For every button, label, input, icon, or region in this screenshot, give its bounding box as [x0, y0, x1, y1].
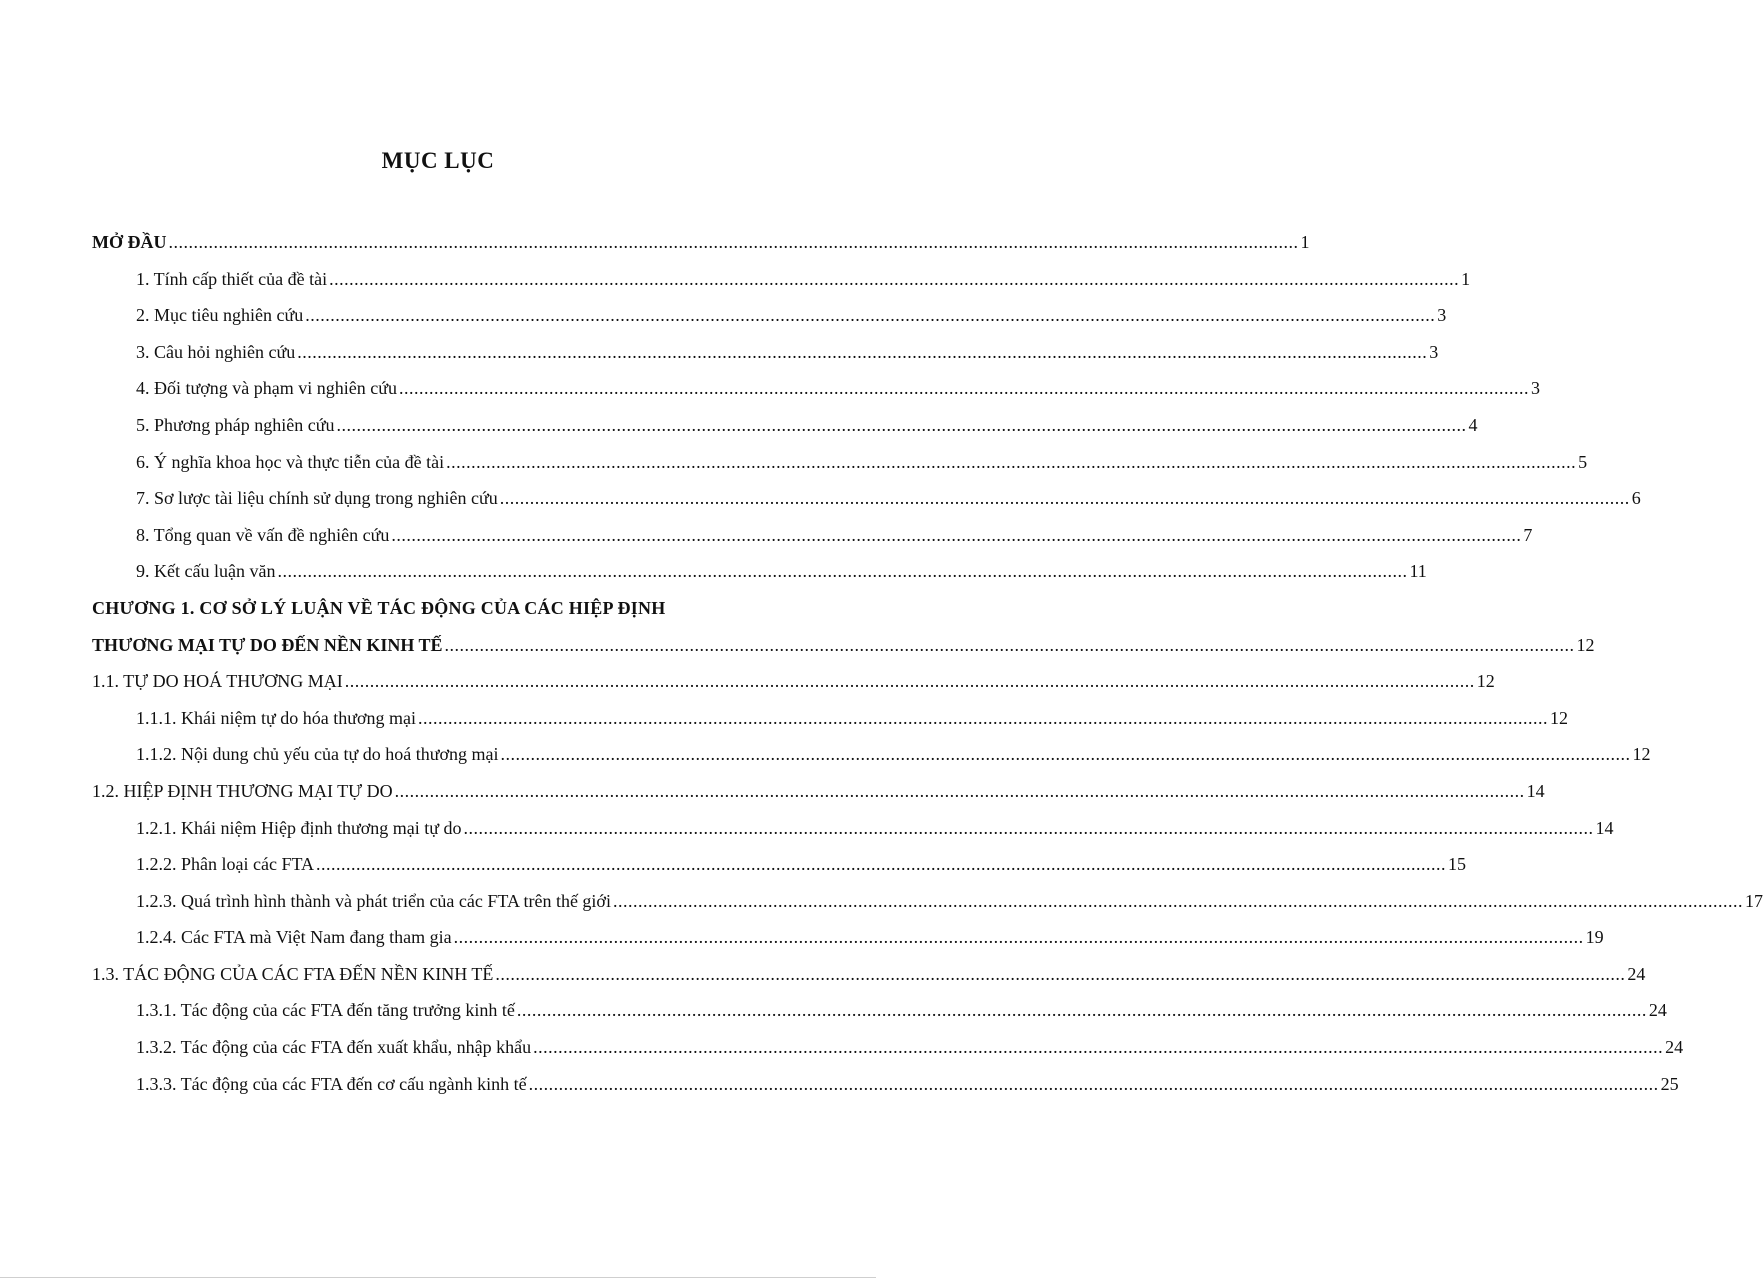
toc-dot-leader: ..................................................................................................................................................................................................................................	[444, 634, 1575, 655]
toc-page-number: 24	[1665, 1037, 1684, 1058]
page-bottom-edge	[0, 1277, 876, 1278]
toc-entry	[92, 480, 1641, 517]
toc-page-number: 14	[1595, 817, 1614, 838]
toc-entry	[92, 297, 1447, 334]
toc-page-number: 4	[1468, 414, 1478, 435]
toc-dot-leader: ..................................................................................................................................................................................................................................	[297, 341, 1428, 362]
toc-page-number: 17	[1744, 890, 1763, 911]
toc-entry	[92, 1066, 1679, 1103]
toc-dot-leader: ..................................................................................................................................................................................................................................	[277, 561, 1408, 582]
toc-entry-label: 1.2.1. Khái niệm Hiệp định thương mại tự do	[136, 817, 462, 838]
table-of-contents	[92, 224, 1763, 1102]
toc-dot-leader: ..................................................................................................................................................................................................................................	[499, 488, 1630, 509]
toc-page-number: 15	[1448, 854, 1467, 875]
toc-page-number: 12	[1550, 707, 1568, 728]
toc-dot-leader: ..................................................................................................................................................................................................................................	[453, 927, 1584, 948]
toc-entry	[92, 773, 1545, 810]
toc-entry	[92, 883, 1763, 920]
toc-page-number: 19	[1585, 927, 1604, 948]
toc-entry-label: 1.1.2. Nội dung chủ yếu của tự do hoá thương mại	[136, 744, 499, 765]
toc-entry-label: 7. Sơ lược tài liệu chính sử dụng trong nghiên cứu	[136, 488, 498, 509]
toc-page-number: 12	[1476, 671, 1495, 692]
toc-dot-leader: ..................................................................................................................................................................................................................................	[500, 744, 1631, 765]
toc-entry-label: 1.2.3. Quá trình hình thành và phát triển của các FTA trên thế giới	[136, 890, 611, 911]
toc-dot-leader: ..................................................................................................................................................................................................................................	[528, 1073, 1659, 1094]
toc-entry	[92, 810, 1614, 847]
toc-entry-label: 3. Câu hỏi nghiên cứu	[136, 341, 296, 362]
toc-entry-label: 1.2.2. Phân loại các FTA	[136, 854, 315, 875]
toc-entry	[92, 846, 1467, 883]
toc-entry-label: 1.2. HIỆP ĐỊNH THƯƠNG MẠI TỰ DO	[92, 780, 393, 801]
toc-dot-leader: ..................................................................................................................................................................................................................................	[463, 817, 1594, 838]
toc-page-number: 5	[1578, 451, 1588, 472]
toc-dot-leader: ..................................................................................................................................................................................................................................	[418, 707, 1548, 728]
toc-page-number: 12	[1632, 744, 1651, 765]
toc-dot-leader: ..................................................................................................................................................................................................................................	[305, 305, 1436, 326]
toc-dot-leader: ..................................................................................................................................................................................................................................	[446, 451, 1577, 472]
toc-entry	[92, 407, 1478, 444]
toc-entry	[92, 663, 1495, 700]
toc-page-number: 6	[1631, 488, 1641, 509]
toc-entry-label: 9. Kết cấu luận văn	[136, 561, 276, 582]
toc-entry	[92, 334, 1439, 371]
toc-page-number: 3	[1429, 341, 1439, 362]
toc-dot-leader: ..................................................................................................................................................................................................................................	[516, 1000, 1647, 1021]
toc-page-number: 25	[1660, 1073, 1679, 1094]
toc-dot-leader: ..................................................................................................................................................................................................................................	[612, 890, 1743, 911]
toc-entry-label: 1.1.1. Khái niệm tự do hóa thương mại	[136, 707, 416, 728]
toc-page-number: 24	[1627, 963, 1646, 984]
toc-page-number: 14	[1526, 780, 1545, 801]
toc-entry	[92, 553, 1427, 590]
toc-entry-label: 5. Phương pháp nghiên cứu	[136, 414, 335, 435]
toc-page-number: 3	[1531, 378, 1540, 399]
toc-dot-leader: ..................................................................................................................................................................................................................................	[329, 268, 1460, 289]
toc-entry	[92, 370, 1540, 407]
toc-entry-label: 1.2.4. Các FTA mà Việt Nam đang tham gia	[136, 927, 452, 948]
toc-entry	[92, 261, 1471, 298]
toc-page-number: 3	[1437, 305, 1447, 326]
toc-entry-label: 8. Tổng quan về vấn đề nghiên cứu	[136, 524, 390, 545]
toc-entry-label: 1.3.2. Tác động của các FTA đến xuất khẩu, nhập khẩu	[136, 1037, 532, 1058]
toc-dot-leader: ..................................................................................................................................................................................................................................	[344, 671, 1475, 692]
toc-entry	[92, 517, 1533, 554]
toc-entry	[92, 919, 1604, 956]
toc-entry-label: MỞ ĐẦU	[92, 232, 167, 252]
toc-page-number: 7	[1523, 524, 1533, 545]
toc-entry	[92, 444, 1588, 481]
page-title: MỤC LỤC	[381, 148, 495, 173]
toc-entry-label: CHƯƠNG 1. CƠ SỞ LÝ LUẬN VỀ TÁC ĐỘNG CỦA CÁC HIỆP ĐỊNH	[92, 597, 666, 618]
toc-entry	[92, 992, 1667, 1029]
toc-dot-leader: ..................................................................................................................................................................................................................................	[495, 963, 1626, 984]
toc-entry	[92, 736, 1651, 773]
toc-dot-leader: ..................................................................................................................................................................................................................................	[168, 232, 1299, 252]
toc-entry-label: 2. Mục tiêu nghiên cứu	[136, 305, 304, 326]
toc-entry-label: 1.3. TÁC ĐỘNG CỦA CÁC FTA ĐẾN NỀN KINH TẾ	[92, 963, 494, 984]
toc-entry-label: 1.3.1. Tác động của các FTA đến tăng trưởng kinh tế	[136, 1000, 515, 1021]
toc-entry-label: 1. Tính cấp thiết của đề tài	[136, 268, 328, 289]
toc-entry	[92, 700, 1568, 737]
toc-entry-label: THƯƠNG MẠI TỰ DO ĐẾN NỀN KINH TẾ	[92, 634, 443, 655]
toc-dot-leader: ..................................................................................................................................................................................................................................	[533, 1037, 1664, 1058]
toc-page-number: 12	[1576, 634, 1595, 655]
toc-dot-leader: ..................................................................................................................................................................................................................................	[336, 414, 1467, 435]
toc-page-number: 11	[1409, 561, 1427, 582]
toc-entry-label: 1.1. TỰ DO HOÁ THƯƠNG MẠI	[92, 671, 343, 692]
toc-dot-leader: ..................................................................................................................................................................................................................................	[399, 378, 1529, 399]
toc-page-number: 24	[1648, 1000, 1667, 1021]
toc-entry-label: 4. Đối tượng và phạm vi nghiên cứu	[136, 378, 397, 399]
toc-entry	[92, 956, 1646, 993]
toc-entry-label: 1.3.3. Tác động của các FTA đến cơ cấu ngành kinh tế	[136, 1073, 527, 1094]
toc-page-number: 1	[1300, 232, 1310, 252]
toc-entry	[92, 627, 1595, 664]
toc-entry	[92, 1029, 1684, 1066]
toc-entry	[92, 224, 1310, 261]
toc-dot-leader: ..................................................................................................................................................................................................................................	[316, 854, 1447, 875]
toc-dot-leader: ..................................................................................................................................................................................................................................	[391, 524, 1522, 545]
toc-chapter-heading-line1	[92, 590, 758, 627]
toc-dot-leader: ..................................................................................................................................................................................................................................	[394, 780, 1525, 801]
toc-page-number: 1	[1461, 268, 1471, 289]
toc-entry-label: 6. Ý nghĩa khoa học và thực tiễn của đề tài	[136, 451, 445, 472]
